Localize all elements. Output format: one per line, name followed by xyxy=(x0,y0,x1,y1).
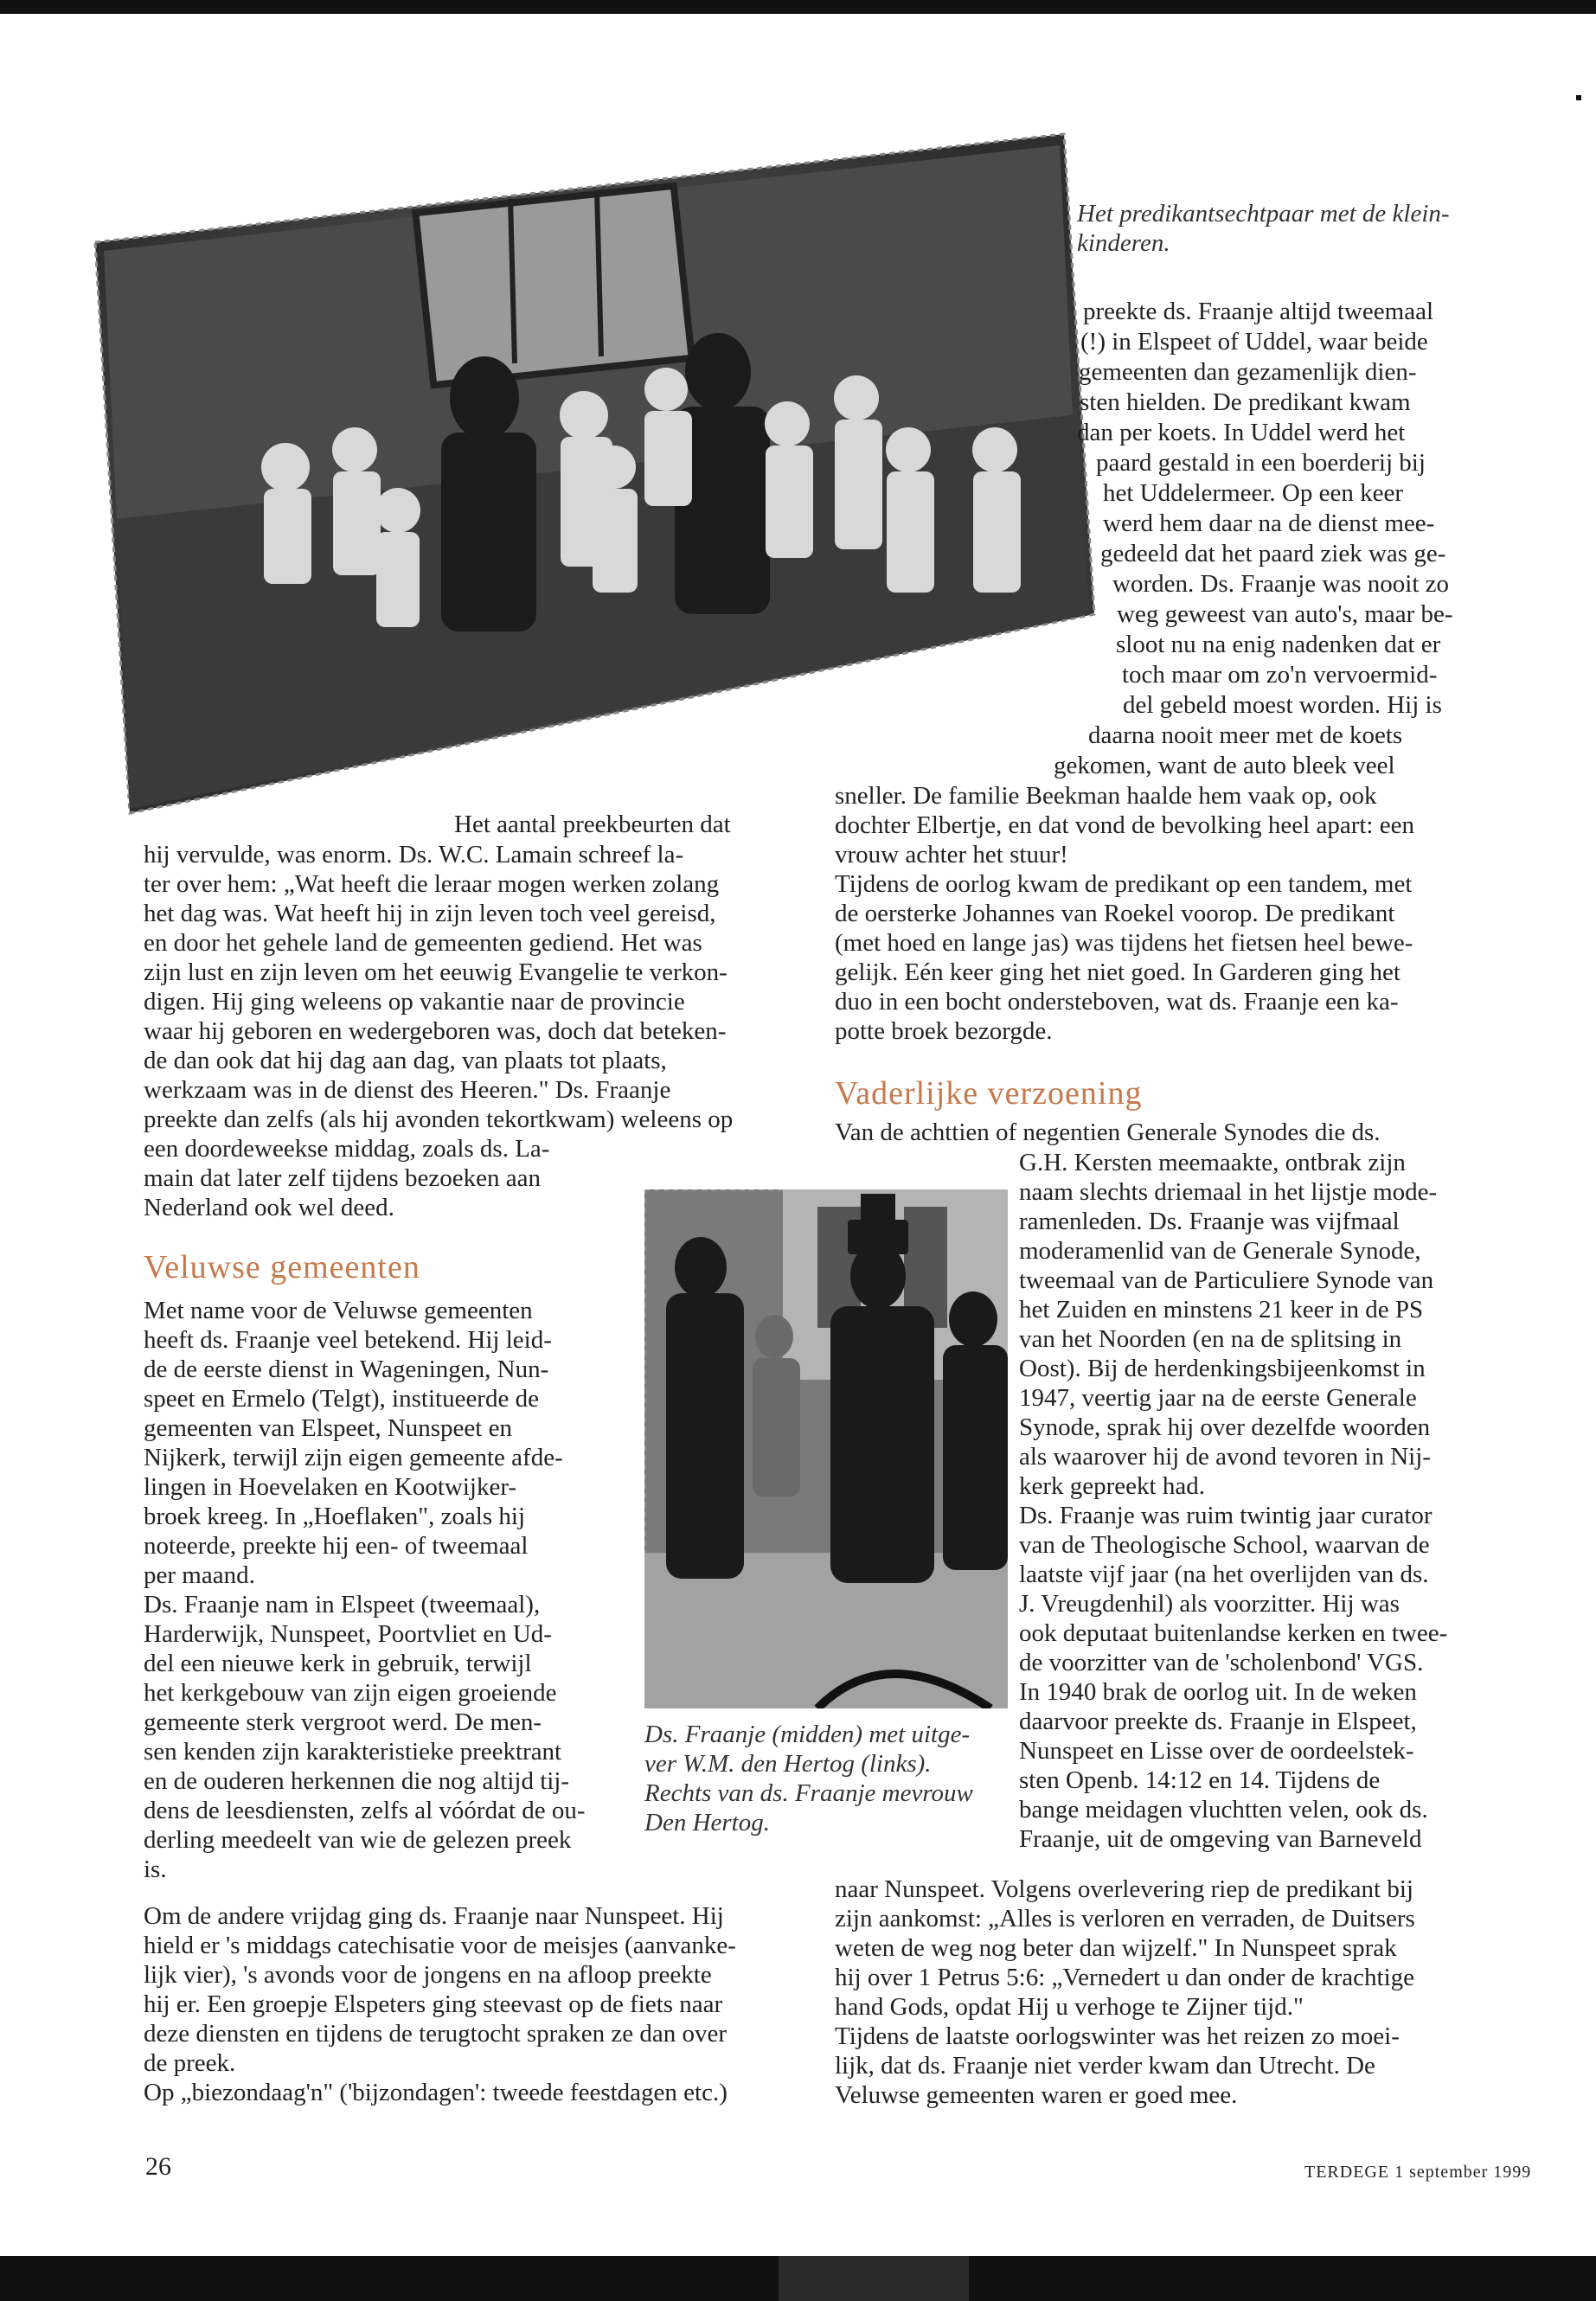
heading-vaderlijke-verzoening: Vaderlijke verzoening xyxy=(835,1075,1143,1112)
crop-mark xyxy=(1576,95,1581,100)
left-column-lead: Het aantal preekbeurten dat xyxy=(454,811,731,838)
hertog-photo xyxy=(644,1189,1008,1708)
right-column-intro: Van de achttien of negentien Generale Synodes die ds. xyxy=(835,1118,1381,1146)
photo-caption-hertog: Ds. Fraanje (midden) met uitge- ver W.M. den Hertog (links). Rechts van ds. Fraanje mevrouw Den Hertog. xyxy=(644,1721,973,1836)
right-column-narrow: G.H. Kersten meemaakte, ontbrak zijn naam slechts driemaal in het lijstje mode- ramenleden. Ds. Fraanje was vijfmaal moderamenlid van de Generale Synode, tweemaal van de Particuliere Synode van het Zuiden en minstens 21 keer in de PS van het Noorden (en na de splitsing in Oost). Bij de herdenkingsbijeenkomst in 1947, veertig jaar na de eerste Generale Synode, sprak hij over dezelfde woorden als waarover hij de avond tevoren in Nij- kerk gepreekt had. Ds. Fraanje was ruim twintig jaar curator van de Theologische School, waarvan de laatste vijf jaar (na het overlijden van ds. J. Vreugdenhil) als voorzitter. Hij was ook deputaat buitenlandse kerken en twee- de voorzitter van de 'scholenbond' VGS. In 1940 brak de oorlog uit. In de weken daarvoor preekte ds. Fraanje in Elspeet, Nunspeet en Lisse over de oordeelstek- sten Openb. 14:12 en 14. Tijdens de bange meidagen vluchtten velen, ook ds. Fraanje, uit de omgeving van Barneveld xyxy=(1019,1149,1448,1853)
right-column-mid: sneller. De familie Beekman haalde hem vaak op, ook dochter Elbertje, en dat vond de bevolking heel apart: een vrouw achter het stuur! Tijdens de oorlog kwam de predikant op een tandem, met de oersterke Johannes van Roekel voorop. De predikant (met hoed en lange jas) was tijdens het fietsen heel bewe- gelijk. Eén keer ging het niet goed. In Garderen ging het duo in een bocht ondersteboven, wat ds. Fraanje een ka- potte broek bezorgde. xyxy=(835,782,1414,1045)
family-photo xyxy=(78,130,1099,822)
right-column-bottom: naar Nunspeet. Volgens overlevering riep de predikant bij zijn aankomst: „Alles is verloren en verraden, de Duitsers weten de weg nog beter dan wijzelf." In Nunspeet sprak hij over 1 Petrus 5:6: „Vernedert u dan onder de krachtige hand Gods, opdat Hij u verhoge te Zijner tijd." Tijdens de laatste oorlogswinter was het reizen zo moei- lijk, dat ds. Fraanje niet verder kwam dan Utrecht. De Veluwse gemeenten waren er goed mee. xyxy=(835,1875,1415,2109)
left-column-top: hij vervulde, was enorm. Ds. W.C. Lamain schreef la- ter over hem: „Wat heeft die leraar mogen werken zolang het dag was. Wat heeft hij in zijn leven toch veel gereisd, en door het gehele land de gemeenten gediend. Het was zijn lust en zijn leven om het eeuwig Evangelie te verkon- digen. Hij ging weleens op vakantie naar de provincie waar hij geboren en wedergeboren was, doch dat beteken- de dan ook dat hij dag aan dag, van plaats tot plaats, werkzaam was in de dienst des Heeren." Ds. Fraanje preekte dan zelfs (als hij avonden tekortkwam) weleens op een doordeweekse middag, zoals ds. La- main dat later zelf tijdens bezoeken aan Nederland ook wel deed. xyxy=(144,841,734,1221)
bottom-border-segment xyxy=(779,2256,969,2301)
page-number: 26 xyxy=(145,2152,171,2181)
left-column-narrow: Met name voor de Veluwse gemeenten heeft ds. Fraanje veel betekend. Hij leid- de de eerste dienst in Wageningen, Nun- speet en Ermelo (Telgt), institueerde de gemeenten van Elspeet, Nunspeet en Nijkerk, terwijl zijn eigen gemeente afde- lingen in Hoevelaken en Kootwijker- broek kreeg. In „Hoeflaken", zoals hij noteerde, preekte hij een- of tweemaal per maand. Ds. Fraanje nam in Elspeet (tweemaal), Harderwijk, Nunspeet, Poortvliet en Ud- del een nieuwe kerk in gebruik, terwijl het kerkgebouw van zijn eigen groeiende gemeente sterk vergroot werd. De men- sen kenden zijn karakteristieke preektrant en de ouderen herkennen die nog altijd tij- dens de leesdiensten, zelfs al vóórdat de ou- derling meedeelt van wie de gelezen preek is. xyxy=(144,1297,586,1883)
magazine-footer: TERDEGE 1 september 1999 xyxy=(1304,2163,1532,2182)
top-border xyxy=(0,0,1596,14)
photo-caption-family: Het predikantsechtpaar met de klein- kinderen. xyxy=(1077,200,1450,257)
left-column-bottom: Om de andere vrijdag ging ds. Fraanje naar Nunspeet. Hij hield er 's middags catechisatie voor de meisjes (aanvanke- lijk vier), 's avonds voor de jongens en na afloop preekte hij er. Een groepje Elspeters ging steevast op de fiets naar deze diensten en tijdens de terugtocht spraken ze dan over de preek. Op „biezondaag'n" ('bijzondagen': tweede feestdagen etc.) xyxy=(144,1902,736,2106)
heading-veluwse-gemeenten: Veluwse gemeenten xyxy=(144,1249,420,1285)
